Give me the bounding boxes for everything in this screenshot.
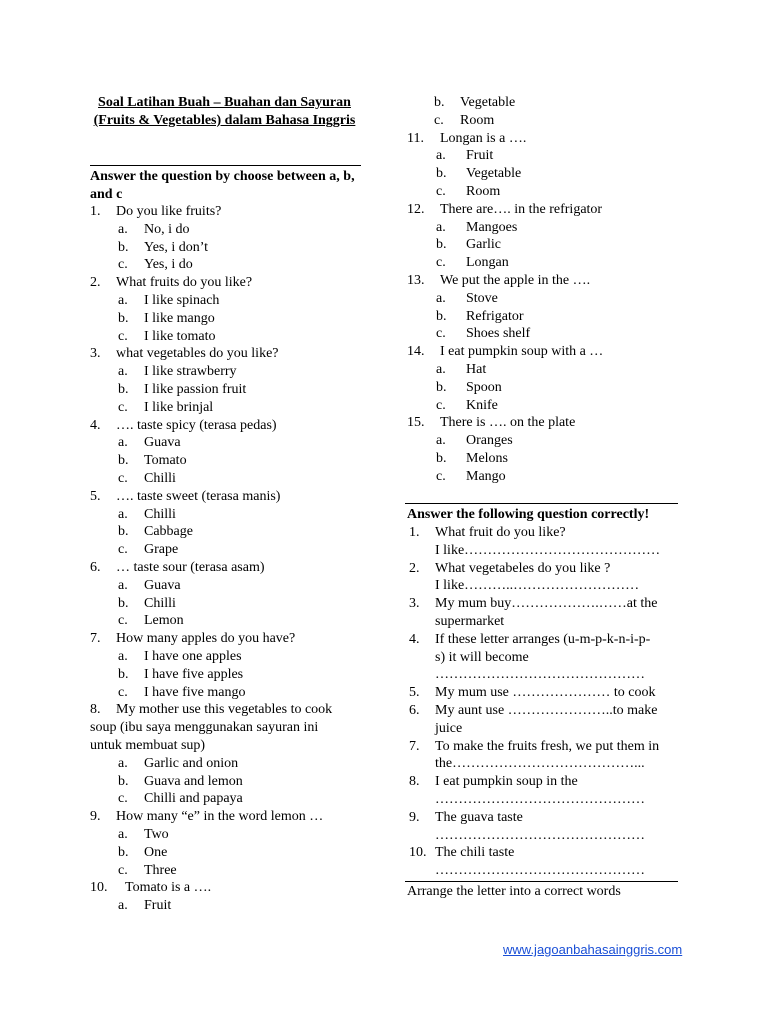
question-number: 3. [90,346,101,362]
divider [405,503,678,504]
item-text: I eat pumpkin soup in the [435,774,578,790]
option-text: Guava and lemon [144,773,243,789]
question-number: 12. [407,201,425,217]
option-text: Guava [144,435,181,451]
option-letter: a. [436,433,446,449]
option-letter: b. [436,451,447,466]
option-text: Shoes shelf [466,326,531,342]
option-text: Stove [466,290,498,306]
option-text: Chilli and papaya [144,791,243,807]
option-text: I have one apples [144,649,242,664]
item-text: My mum use ………………… to cook [435,685,656,701]
option-text: I like passion fruit [144,382,247,397]
question-number: 13. [407,273,425,288]
option-text: Garlic and onion [144,755,239,771]
option-letter: a. [118,898,128,914]
option-letter: b. [436,166,447,182]
question-text: …. taste spicy (terasa pedas) [116,417,277,433]
option-letter: a. [118,577,128,593]
option-text: Lemon [144,613,184,629]
item-text: ……………………………………… [435,863,645,879]
item-number: 8. [409,774,420,790]
item-text: ……………………………………… [435,667,645,683]
question-text: We put the apple in the …. [440,273,591,288]
question-number: 14. [407,344,425,360]
item-number: 7. [409,738,420,754]
option-text: I like tomato [144,328,216,344]
option-letter: a. [118,649,128,664]
divider [90,165,361,166]
item-text: s) it will become [435,649,529,665]
option-letter: c. [118,862,128,878]
option-text: Cabbage [144,524,193,540]
option-text: Oranges [466,433,513,449]
item-text: To make the fruits fresh, we put them in [435,738,660,754]
option-letter: c. [118,257,128,273]
option-letter: c. [118,471,128,486]
option-text: Garlic [466,237,501,253]
option-letter: a. [436,362,446,377]
option-text: Yes, i do [144,257,193,273]
option-letter: b. [118,453,129,469]
item-text: I like…………………………………… [435,542,661,558]
item-number: 1. [409,525,420,540]
question-text: How many “e” in the word lemon … [116,809,324,825]
option-text: Mangoes [466,219,518,235]
option-text: Melons [466,451,508,466]
option-text: I have five mango [144,684,246,700]
option-letter: b. [118,666,129,682]
item-text: If these letter arranges (u-m-p-k-n-i-p- [435,631,651,647]
option-letter: c. [118,791,128,807]
option-text: I like strawberry [144,364,237,380]
option-letter: b. [118,382,129,397]
option-letter: c. [118,684,128,700]
question-text: Tomato is a …. [125,880,212,896]
question-number: 6. [90,560,101,575]
option-text: Hat [466,362,487,377]
item-text: The guava taste [435,809,523,825]
question-number: 4. [90,417,101,433]
option-letter: c. [118,542,128,558]
question-number: 11. [407,130,424,146]
question-number: 8. [90,702,101,718]
question-text: My mother use this vegetables to cook soup (ibu saya menggunakan sayuran ini untuk membuat sup) [90,702,333,753]
option-text: I like brinjal [144,399,214,415]
option-text: Grape [144,542,179,558]
question-text: I eat pumpkin soup with a … [440,344,604,360]
question-text: There is …. on the plate [440,415,576,431]
option-text: Room [466,184,501,199]
option-letter: a. [118,364,128,380]
question-number: 15. [407,415,425,431]
option-text: Guava [144,577,181,593]
item-text: ……………………………………… [435,792,645,807]
option-letter: b. [118,595,129,611]
option-letter: c. [118,399,128,415]
option-text: I like spinach [144,293,220,308]
option-text: Knife [466,397,498,413]
question-text: what vegetables do you like? [116,346,279,362]
question-number: 1. [90,204,101,219]
option-text: Room [460,112,495,128]
option-text: Yes, i don’t [144,239,209,255]
option-letter: b. [436,379,447,395]
item-text: What vegetabeles do you like ? [435,560,611,576]
item-text: The chili taste [435,845,515,861]
option-text: Fruit [144,898,172,914]
item-number: 4. [409,631,420,647]
item-number: 10. [409,845,427,861]
option-text: I like mango [144,310,215,326]
question-text: Longan is a …. [440,130,527,146]
item-text: ……………………………………… [435,827,645,843]
option-letter: a. [436,219,446,235]
option-text: Chilli [144,595,176,611]
option-letter: c. [118,328,128,344]
option-letter: c. [436,397,446,413]
option-text: No, i do [144,221,190,237]
option-letter: a. [436,290,446,306]
footer-link[interactable]: www.jagoanbahasainggris.com [503,942,683,957]
item-text: the…………………………………... [435,756,645,772]
question-text: There are…. in the refrigator [440,201,603,217]
option-letter: a. [118,506,128,522]
option-text: Two [144,827,169,842]
option-letter: b. [118,773,129,789]
item-text: juice [435,720,463,736]
page-title: Soal Latihan Buah – Buahan dan Sayuran (Fruits & Vegetables) dalam Bahasa Inggris [93,95,356,128]
item-number: 5. [409,685,420,701]
question-text: How many apples do you have? [116,631,296,647]
option-letter: c. [436,184,446,199]
option-text: I have five apples [144,666,244,682]
question-number: 7. [90,631,101,647]
option-letter: b. [118,844,129,860]
option-letter: c. [434,112,444,128]
item-number: 3. [409,596,420,612]
section3-heading: Arrange the letter into a correct words [407,884,621,899]
question-text: … taste sour (terasa asam) [116,560,265,575]
option-letter: b. [118,239,129,255]
option-letter: b. [436,237,447,253]
option-letter: b. [118,310,129,326]
question-number: 10. [90,880,108,896]
option-letter: c. [436,468,446,484]
option-text: Vegetable [466,166,522,182]
option-text: Longan [466,255,509,271]
item-text: My aunt use …………………..to make [435,703,658,718]
option-text: Spoon [466,379,502,395]
option-text: Chilli [144,471,176,486]
option-text: Fruit [466,148,494,164]
option-letter: b. [436,308,447,324]
option-text: Refrigator [466,308,524,324]
item-text: What fruit do you like? [435,525,566,540]
option-text: Tomato [144,453,187,469]
option-letter: a. [118,827,128,842]
divider [405,881,678,882]
option-letter: c. [436,255,446,271]
question-text: What fruits do you like? [116,275,253,291]
option-letter: b. [434,95,445,110]
option-text: Chilli [144,506,176,522]
option-letter: a. [118,221,128,237]
option-letter: c. [118,613,128,629]
item-number: 9. [409,809,420,825]
question-number: 5. [90,488,101,504]
option-text: Three [144,862,177,878]
option-letter: a. [118,293,128,308]
question-number: 2. [90,275,101,291]
question-text: Do you like fruits? [116,204,222,219]
question-number: 9. [90,809,101,825]
option-text: Mango [466,468,506,484]
item-text: supermarket [435,614,505,629]
option-text: One [144,844,168,860]
item-text: My mum buy……………….……at the [435,596,658,612]
item-number: 2. [409,560,420,576]
option-letter: a. [436,148,446,164]
item-number: 6. [409,703,420,718]
option-text: Vegetable [460,95,516,110]
item-text: I like………..……………………… [435,578,640,594]
option-letter: b. [118,524,129,540]
section1-heading: Answer the question by choose between a, b, and c [90,169,355,202]
option-letter: c. [436,326,446,342]
option-letter: a. [118,755,128,771]
option-letter: a. [118,435,128,451]
question-text: …. taste sweet (terasa manis) [116,488,281,504]
section2-heading: Answer the following question correctly! [407,507,650,522]
